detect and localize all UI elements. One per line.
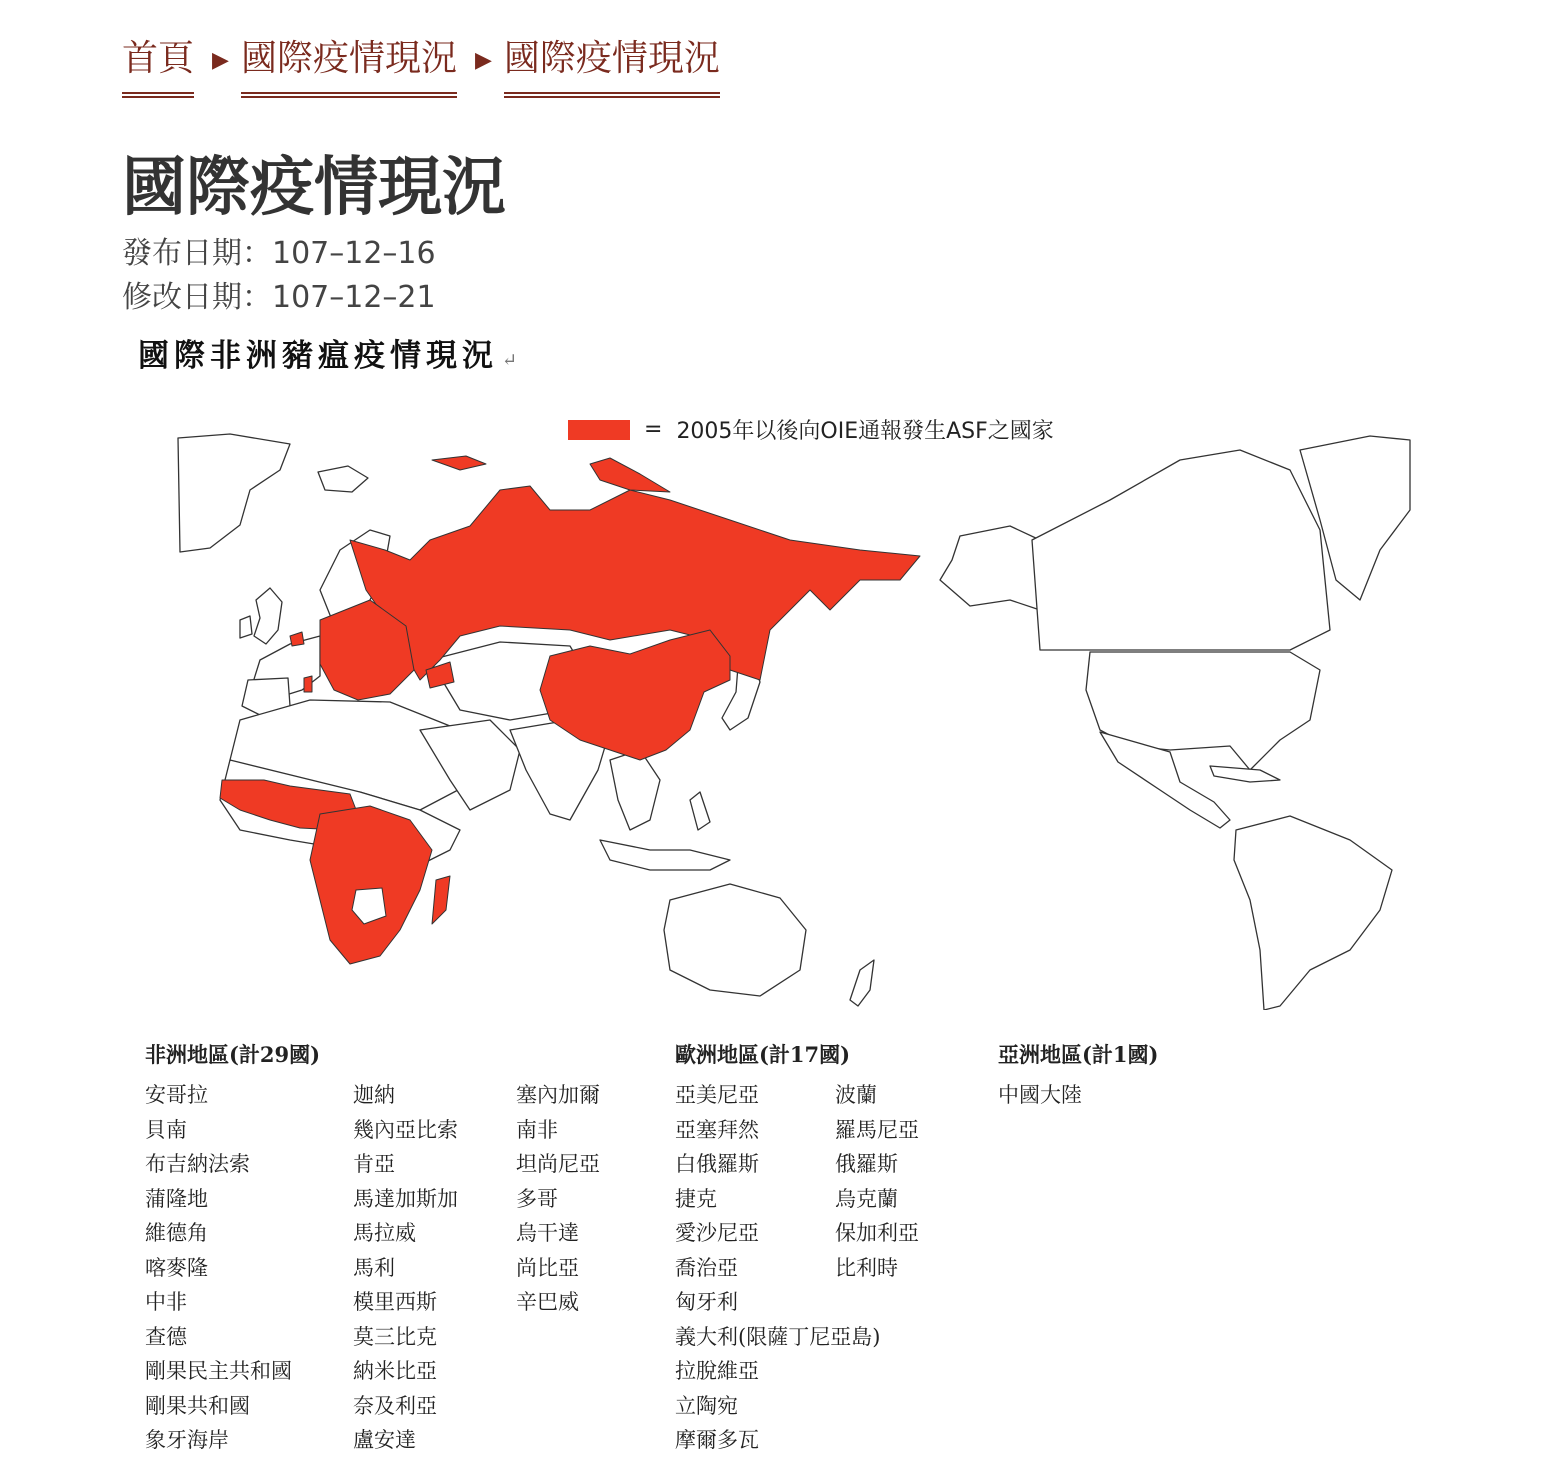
map-russia-islands-1 (432, 456, 486, 470)
map-russia (350, 486, 920, 680)
country-item: 羅馬尼亞 (835, 1117, 919, 1142)
map-greenland-west (178, 434, 290, 552)
region-asia-title: 亞洲地區(計1國) (998, 1042, 1159, 1067)
map-caribbean (1210, 766, 1280, 782)
breadcrumb-separator-icon: ▶ (474, 48, 492, 73)
breadcrumb (122, 36, 720, 98)
country-item: 蒲隆地 (145, 1186, 208, 1211)
page-title: 國際疫情現況 (122, 151, 506, 225)
legend-equals: = (644, 417, 663, 442)
region-europe (675, 1040, 975, 1458)
country-item: 摩爾多瓦 (675, 1428, 759, 1452)
map-se-asia (610, 750, 660, 830)
africa-column-1 (145, 1078, 353, 1458)
country-item: 象牙海岸 (145, 1428, 229, 1452)
country-item: 辛巴威 (516, 1290, 579, 1314)
country-item: 保加利亞 (835, 1221, 919, 1245)
map-central-africa (310, 806, 432, 964)
country-item: 俄羅斯 (835, 1152, 898, 1176)
figure-heading-text: 國際非洲豬瘟疫情現況 (138, 338, 498, 374)
map-philippines (690, 792, 710, 830)
country-item: 烏干達 (516, 1221, 579, 1245)
map-iceland (318, 466, 368, 492)
europe-column-2 (835, 1078, 975, 1458)
country-item: 馬拉威 (353, 1221, 416, 1245)
country-item: 肯亞 (353, 1152, 395, 1176)
legend-text: 2005年以後向OIE通報發生ASF之國家 (676, 419, 1054, 444)
map-belgium (290, 632, 304, 646)
country-item: 南非 (516, 1117, 558, 1142)
country-item: 貝南 (145, 1117, 187, 1142)
country-item: 中非 (145, 1290, 187, 1314)
country-item: 布吉納法索 (145, 1152, 250, 1176)
country-item: 亞美尼亞 (675, 1083, 759, 1107)
map-russia-islands-2 (590, 458, 670, 492)
country-item: 捷克 (675, 1186, 717, 1211)
country-item: 烏克蘭 (835, 1186, 898, 1211)
breadcrumb-current-link[interactable]: 國際疫情現況 (504, 36, 720, 98)
country-item: 比利時 (835, 1255, 898, 1280)
map-alaska (940, 526, 1040, 610)
map-sardinia (304, 676, 312, 692)
map-australia (664, 884, 806, 996)
country-item: 安哥拉 (145, 1083, 208, 1107)
country-item: 坦尚尼亞 (516, 1152, 600, 1176)
figure-heading (138, 330, 517, 375)
country-item: 拉脫維亞 (675, 1359, 759, 1383)
publish-date: 發布日期：107–12–16 (122, 236, 436, 271)
breadcrumb-home-link[interactable]: 首頁 (122, 36, 194, 98)
modify-date: 修改日期：107–12–21 (122, 280, 436, 315)
world-map (170, 430, 1415, 1010)
country-item: 馬利 (353, 1255, 395, 1280)
country-item: 模里西斯 (353, 1290, 437, 1314)
country-item: 奈及利亞 (353, 1393, 437, 1418)
region-africa-title: 非洲地區(計29國) (145, 1042, 321, 1067)
map-indonesia (600, 840, 730, 870)
return-mark-icon: ↵ (502, 350, 518, 371)
country-item: 中國大陸 (998, 1083, 1082, 1107)
country-item: 多哥 (516, 1186, 558, 1211)
country-item: 剛果民主共和國 (145, 1359, 292, 1383)
map-new-zealand (850, 960, 874, 1006)
country-item: 剛果共和國 (145, 1393, 250, 1418)
asia-column-1 (998, 1078, 1082, 1113)
country-item: 迦納 (353, 1083, 395, 1107)
africa-column-3 (516, 1078, 656, 1458)
country-item: 匈牙利 (675, 1290, 738, 1314)
country-item: 尚比亞 (516, 1255, 579, 1280)
map-ireland (240, 616, 252, 638)
region-africa (145, 1040, 656, 1458)
country-item: 幾內亞比索 (353, 1117, 458, 1142)
country-item: 波蘭 (835, 1083, 877, 1107)
country-item: 義大利(限薩丁尼亞島) (675, 1324, 881, 1349)
country-item: 立陶宛 (675, 1393, 738, 1418)
breadcrumb-section-link[interactable]: 國際疫情現況 (241, 36, 457, 98)
region-europe-title: 歐洲地區(計17國) (675, 1042, 851, 1067)
map-uk (254, 588, 282, 644)
country-item: 愛沙尼亞 (675, 1221, 759, 1245)
map-south-america (1234, 816, 1392, 1010)
country-item: 塞內加爾 (516, 1083, 600, 1107)
country-item: 維德角 (145, 1221, 208, 1245)
country-item: 納米比亞 (353, 1359, 437, 1383)
country-item: 莫三比克 (353, 1324, 437, 1349)
country-item: 喀麥隆 (145, 1255, 208, 1280)
country-item: 喬治亞 (675, 1255, 738, 1280)
map-madagascar (432, 876, 450, 924)
breadcrumb-separator-icon: ▶ (212, 48, 229, 73)
country-item: 馬達加斯加 (353, 1186, 458, 1211)
region-asia (998, 1040, 1158, 1113)
country-item: 查德 (145, 1324, 187, 1349)
africa-column-2 (353, 1078, 516, 1458)
country-item: 盧安達 (353, 1428, 416, 1452)
country-item: 白俄羅斯 (675, 1152, 759, 1176)
country-item: 亞塞拜然 (675, 1117, 759, 1142)
map-canada (1032, 450, 1330, 650)
